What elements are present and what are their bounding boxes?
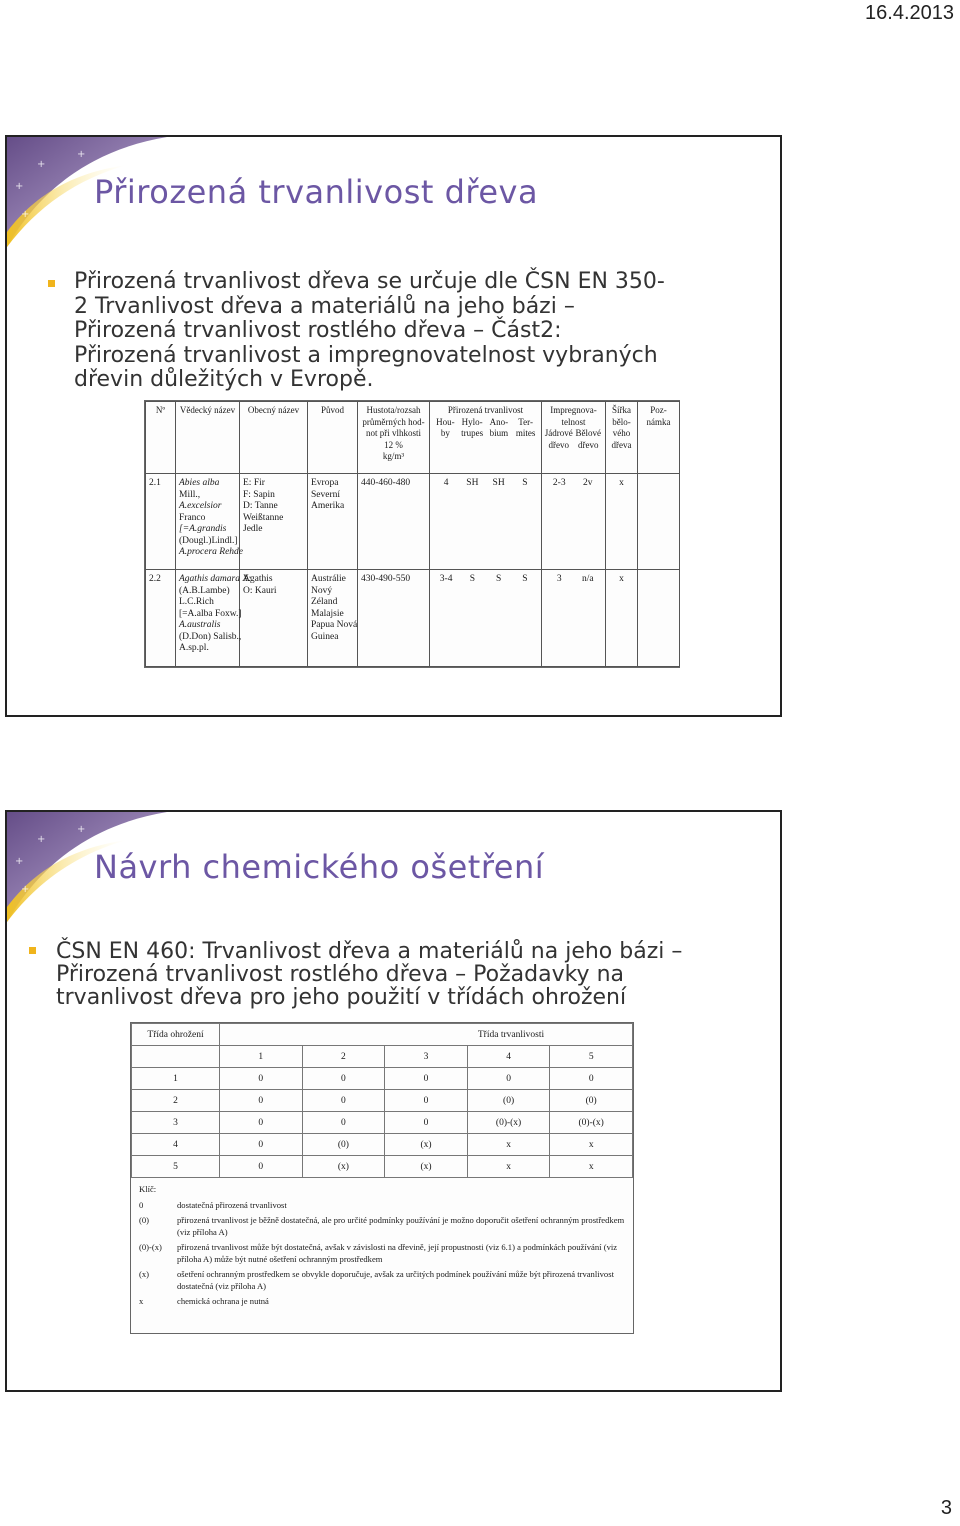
wood-durability-table <box>144 400 680 668</box>
bullet-line: ČSN EN 460: Trvanlivost dřeva a materiálů na jeho bázi – <box>56 939 683 964</box>
page-number: 3 <box>940 1497 952 1519</box>
hazard-class-table <box>130 1022 634 1334</box>
key-row: 0 dostatečná přirozená trvanlivost <box>139 1199 287 1210</box>
row-common-name: E: Fir F: Sapin D: Tanne Weißtanne Jedle <box>240 474 308 570</box>
column-header: 1 <box>220 1046 303 1068</box>
row-no: 2.2 <box>146 570 176 667</box>
row-impregnability: 3 n/a <box>542 570 606 667</box>
table-row: 1 0 0 0 0 0 <box>132 1068 633 1090</box>
table-row: 5 0 (x) (x) x x <box>132 1156 633 1178</box>
key-row: x chemická ochrana je nutná <box>139 1296 269 1306</box>
row-common-name: Agathis O: Kauri <box>240 570 308 667</box>
bullet-marker-icon <box>48 280 55 287</box>
row-durability: 4 SH SH S <box>430 474 542 570</box>
row-no: 2.1 <box>146 474 176 570</box>
svg-text:+: + <box>77 149 86 160</box>
header-sapwood-width: Šířka bělo- vého dřeva <box>606 402 638 474</box>
column-header: 2 <box>302 1046 385 1068</box>
column-header: 5 <box>550 1046 633 1068</box>
key-row: (0) přirozená trvanlivost je běžně dostatečná, ale pro určité podmínky používání je možno doporučit ošetření ochranným prostředkem (viz příloha A) <box>139 1215 625 1237</box>
bullet-line: Přirozená trvanlivost rostlého dřeva – Část2: <box>74 318 562 343</box>
row-scientific-name: Agathis damara X: (A.B.Lambe) L.C.Rich [=A.alba Foxw.] A.australis (D.Don) Salisb., A.sp.pl. <box>176 570 240 667</box>
header-hazard-class: Třída ohrožení <box>132 1024 220 1046</box>
svg-text:+: + <box>37 834 46 845</box>
header-natural-durability: Přirozená trvanlivost Hou- Hylo- Ano- Ter- by trupes bium mites <box>430 402 542 474</box>
header-date: 16.4.2013 <box>865 2 954 24</box>
row-scientific-name: Abies alba Mill., A.excelsior Franco [=A.grandis (Dougl.)Lindl.] A.procera Rehde <box>176 474 240 570</box>
row-density: 430-490-550 <box>358 570 430 667</box>
row-origin: Evropa Severní Amerika <box>308 474 358 570</box>
header-no: Nº <box>146 402 176 474</box>
slide-title: Přirozená trvanlivost dřeva <box>94 173 539 211</box>
svg-text:+: + <box>61 191 70 202</box>
bullet-line: Přirozená trvanlivost dřeva se určuje dle ČSN EN 350- <box>74 269 665 294</box>
table-row: 3 0 0 0 (0)-(x) (0)-(x) <box>132 1112 633 1134</box>
svg-text:+: + <box>77 824 86 835</box>
header-scientific-name: Vědecký název <box>176 402 240 474</box>
column-header: 3 <box>385 1046 468 1068</box>
bullet-line: Přirozená trvanlivost rostlého dřeva – Požadavky na <box>56 962 624 987</box>
header-density: Hustota/rozsah průměrných hod- not při vlhkosti 12 % kg/m³ <box>358 402 430 474</box>
header-note: Poz- námka <box>638 402 680 474</box>
svg-text:+: + <box>37 159 46 170</box>
bullet-line: Přirozená trvanlivost a impregnovatelnost vybraných <box>74 342 658 368</box>
table-row <box>146 570 680 667</box>
column-header: 4 <box>467 1046 550 1068</box>
row-impregnability: 2-3 2v <box>542 474 606 570</box>
svg-text:+: + <box>21 884 30 895</box>
table-key <box>131 1178 633 1314</box>
header-common-name: Obecný název <box>240 402 308 474</box>
slide-1 <box>5 135 782 717</box>
bullet-marker-icon <box>29 947 36 954</box>
header-origin: Původ <box>308 402 358 474</box>
svg-text:+: + <box>21 209 30 220</box>
table-row: 2 0 0 0 (0) (0) <box>132 1090 633 1112</box>
bullet-line: 2 Trvanlivost dřeva a materiálů na jeho bázi – <box>74 293 575 319</box>
row-sapwood-width: x <box>606 474 638 570</box>
header-empty <box>132 1046 220 1068</box>
slide-title: Návrh chemického ošetření <box>94 848 545 886</box>
key-row: (0)-(x) přirozená trvanlivost může být dostatečná, avšak v závislosti na dřevině, její propustnosti (viz 6.1) a podmínkách používání (viz příloha A) může být nutné ošetření ochranným prostředkem <box>139 1242 618 1264</box>
table-row: 4 0 (0) (x) x x <box>132 1134 633 1156</box>
bullet-text <box>56 940 682 1009</box>
row-note <box>638 570 680 667</box>
table-row <box>146 474 680 570</box>
row-sapwood-width: x <box>606 570 638 667</box>
key-row: (x) ošetření ochranným prostředkem se obvykle doporučuje, avšak za určitých podmínek používání může být přirozená trvanlivost dostatečná (viz příloha A) <box>139 1269 614 1291</box>
bullet-text <box>74 270 665 393</box>
key-title: Klíč: <box>139 1184 157 1194</box>
svg-text:+: + <box>15 856 24 867</box>
svg-text:+: + <box>15 181 24 192</box>
header-impregnability: Impregnova- telnost Jádrové Bělové dřevo dřevo <box>542 402 606 474</box>
svg-text:+: + <box>61 866 70 877</box>
bullet-line: trvanlivost dřeva pro jeho použití v třídách ohrožení <box>56 985 627 1010</box>
row-density: 440-460-480 <box>358 474 430 570</box>
header-durability-class: Třída trvanlivosti <box>220 1024 633 1046</box>
row-note <box>638 474 680 570</box>
slide-2 <box>5 810 782 1392</box>
bullet-line: dřevin důležitých v Evropě. <box>74 367 374 392</box>
row-durability: 3-4 S S S <box>430 570 542 667</box>
row-origin: Austrálie Nový Zéland Malajsie Papua Nová Guinea <box>308 570 358 667</box>
